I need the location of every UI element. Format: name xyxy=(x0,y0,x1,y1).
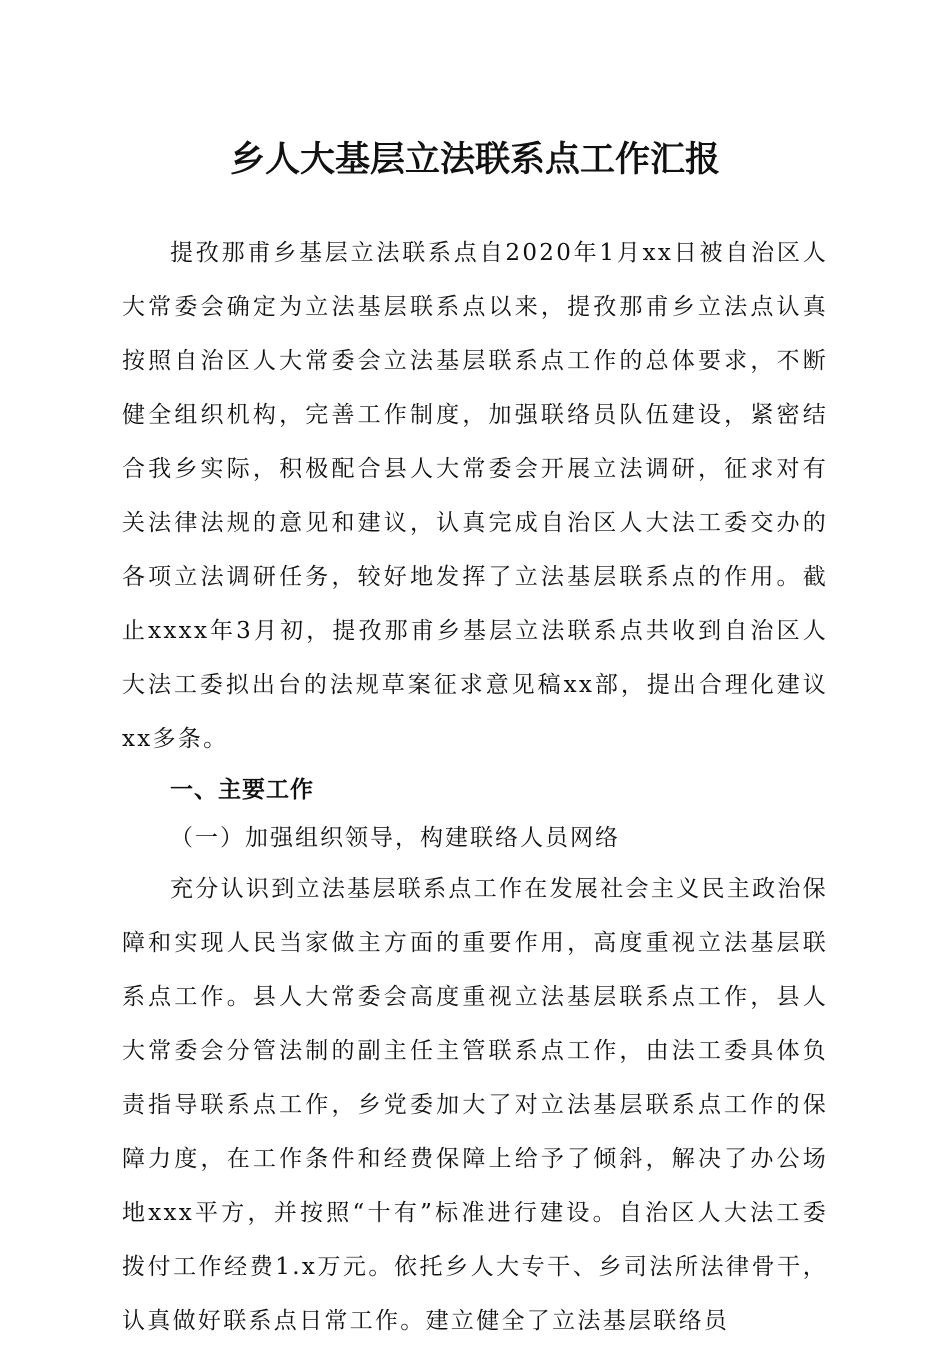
section-heading-main-work: 一、主要工作 xyxy=(170,777,314,803)
document-body xyxy=(122,226,828,1348)
intro-paragraph: 提孜那甫乡基层立法联系点自2020年1月xx日被自治区人大常委会确定为立法基层联系点以来，提孜那甫乡立法点认真按照自治区人大常委会立法基层联系点工作的总体要求，不断健全组织机构，完善工作制度，加强联络员队伍建设，紧密结合我乡实际，积极配合县人大常委会开展立法调研，征求对有关法律法规的意见和建议，认真完成自治区人大法工委交办的各项立法调研任务，较好地发挥了立法基层联系点的作用。截止xxxx年3月初，提孜那甫乡基层立法联系点共收到自治区人大法工委拟出台的法规草案征求意见稿xx部，提出合理化建议xx多条。 xyxy=(122,240,828,752)
subsection-paragraph: 充分认识到立法基层联系点工作在发展社会主义民主政治保障和实现人民当家做主方面的重要作用，高度重视立法基层联系点工作。县人大常委会高度重视立法基层联系点工作，县人大常委会分管法制的副主任主管联系点工作，由法工委具体负责指导联系点工作，乡党委加大了对立法基层联系点工作的保障力度，在工作条件和经费保障上给予了倾斜，解决了办公场地xxx平方，并按照“十有”标准进行建设。自治区人大法工委拨付工作经费1.x万元。依托乡人大专干、乡司法所法律骨干，认真做好联系点日常工作。建立健全了立法基层联络员 xyxy=(122,876,828,1334)
document-title: 乡人大基层立法联系点工作汇报 xyxy=(229,140,720,180)
subsection-heading-organization: （一）加强组织领导，构建联络人员网络 xyxy=(170,825,620,851)
